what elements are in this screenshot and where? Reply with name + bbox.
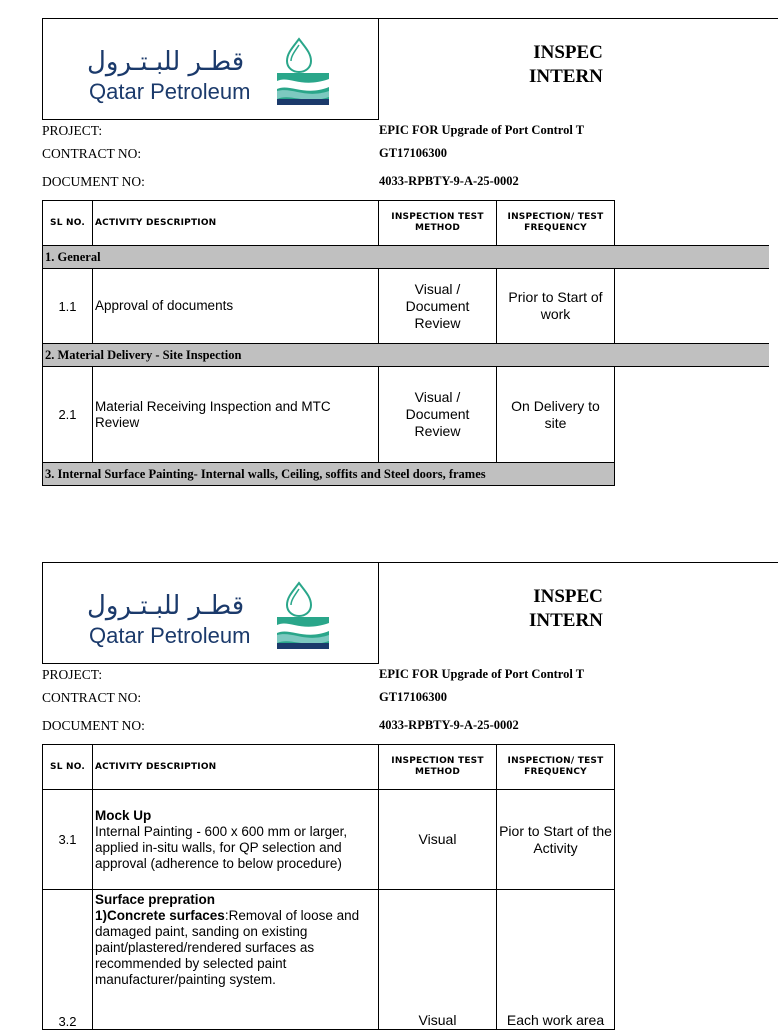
col-frequency: INSPECTION/ TEST FREQUENCY [497,201,615,246]
section-row [43,463,769,486]
row-frequency: Each work area [497,890,615,1030]
logo-english-name: Qatar Petroleum [89,79,251,104]
logo-cell [42,18,379,120]
row-heading: Mock Up [95,807,152,823]
document-label: DOCUMENT NO: [42,718,145,733]
table-row [43,790,615,890]
logo-english-name: Qatar Petroleum [89,623,251,648]
logo-arabic-name: قطـر للبـتـرول [87,591,245,621]
row-description [93,790,379,890]
logo-cell [42,562,379,664]
table-header-row [43,745,615,790]
document-title [529,41,603,89]
document-value: 4033-RPBTY-9-A-25-0002 [379,718,519,732]
project-value: EPIC FOR Upgrade of Port Control T [379,123,585,137]
document-label: DOCUMENT NO: [42,174,145,189]
row-method: Visual [379,790,497,890]
row-heading: Surface prepration [95,892,216,907]
row-description: Material Receiving Inspection and MTC Review [93,367,379,463]
row-description [93,890,379,1030]
title-line-1: INSPEC [533,586,603,607]
table-row [43,269,769,344]
row-subheading: 1)Concrete surfaces [95,908,225,923]
col-method: INSPECTION TEST METHOD [379,201,497,246]
document-page-1 [42,18,768,491]
contract-label: CONTRACT NO: [42,690,142,705]
row-description: Approval of documents [93,269,379,344]
section-row [43,344,769,367]
inspection-table-page-2 [42,744,615,1030]
qp-emblem-icon [275,581,341,653]
project-label: PROJECT: [42,123,103,138]
section-title: 1. General [43,246,769,269]
row-method: Visual [379,890,497,1030]
logo-arabic-name: قطـر للبـتـرول [87,47,245,77]
document-page-2 [42,562,768,1029]
title-cell [378,18,778,120]
row-sl: 2.1 [43,367,93,463]
col-frequency: INSPECTION/ TEST FREQUENCY [497,745,615,790]
document-value: 4033-RPBTY-9-A-25-0002 [379,174,519,188]
row-method: Visual / Document Review [379,367,497,463]
section-title: 3. Internal Surface Painting- Internal walls, Ceiling, soffits and Steel doors, frames [43,463,615,486]
title-line-1: INSPEC [533,42,603,63]
contract-value: GT17106300 [379,146,448,160]
col-activity: ACTIVITY DESCRIPTION [93,745,379,790]
inspection-table-page-1 [42,200,769,486]
table-row [43,367,769,463]
row-frequency: Pior to Start of the Activity [497,790,615,890]
row-frequency: Prior to Start of work [497,269,615,344]
row-body-text: :Removal of loose and damaged paint, sanding on existing paint/plastered/rendered surfaces as recommended by selected paint manufacturer/painting system. [95,908,360,987]
qatar-petroleum-logo [87,37,347,109]
contract-label: CONTRACT NO: [42,146,142,161]
row-frequency: On Delivery to site [497,367,615,463]
row-sl: 1.1 [43,269,93,344]
section-row [43,246,769,269]
qatar-petroleum-logo [87,581,347,653]
title-line-2: INTERN [529,610,603,631]
row-sl: 3.2 [43,890,93,1030]
project-label: PROJECT: [42,667,103,682]
col-sl-no: SL NO. [43,745,93,790]
row-body: Internal Painting - 600 x 600 mm or larger, applied in-situ walls, for QP selection and approval (adherence to below procedure) [95,823,348,871]
row-method: Visual / Document Review [379,269,497,344]
row-sl: 3.1 [43,790,93,890]
table-header-row [43,201,769,246]
document-title [529,585,603,633]
contract-value: GT17106300 [379,690,448,704]
row-body [95,908,376,988]
table-row [43,890,615,1030]
col-method: INSPECTION TEST METHOD [379,745,497,790]
col-activity: ACTIVITY DESCRIPTION [93,201,379,246]
qp-emblem-icon [275,37,341,109]
title-cell [378,562,778,664]
col-sl-no: SL NO. [43,201,93,246]
title-line-2: INTERN [529,66,603,87]
section-title: 2. Material Delivery - Site Inspection [43,344,769,367]
project-value: EPIC FOR Upgrade of Port Control T [379,667,585,681]
